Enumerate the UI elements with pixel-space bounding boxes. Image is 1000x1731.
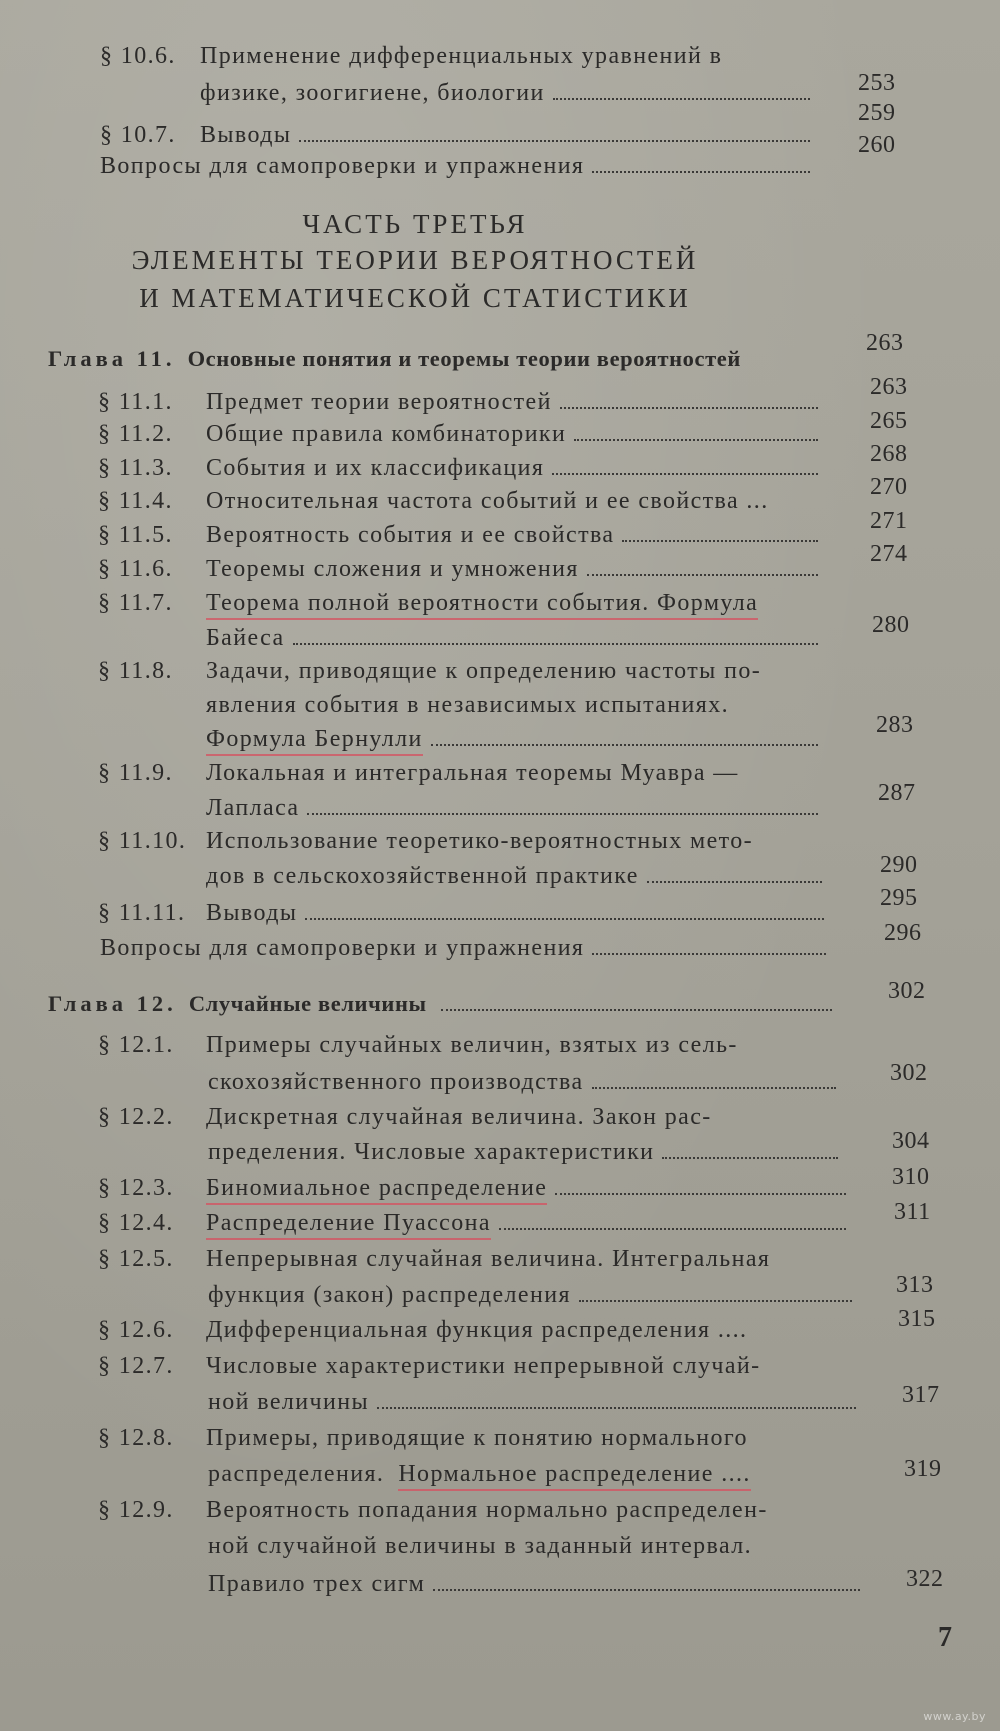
page-ref: 263 bbox=[870, 374, 908, 400]
dot-leader bbox=[592, 940, 826, 955]
page-ref: 274 bbox=[870, 541, 908, 567]
toc-entry: Вопросы для самопроверки и упражнения bbox=[100, 153, 818, 180]
toc-entry-cont: Формула Бернулли bbox=[206, 726, 826, 756]
toc-entry: § 11.7. Теорема полной вероятности события. Формула bbox=[98, 590, 758, 620]
toc-entry-cont: ной случайной величины в заданный интервал. bbox=[208, 1533, 752, 1559]
page-ref: 260 bbox=[858, 132, 896, 158]
page-ref: 290 bbox=[880, 852, 918, 878]
toc-entry: § 12.1. Примеры случайных величин, взятых из сель- bbox=[98, 1032, 738, 1058]
toc-entry-cont: функция (закон) распределения bbox=[208, 1282, 860, 1309]
page-ref: 263 bbox=[866, 330, 904, 356]
part-heading: ЧАСТЬ ТРЕТЬЯ bbox=[302, 209, 528, 239]
toc-entry: Вопросы для самопроверки и упражнения bbox=[100, 935, 834, 962]
toc-entry: § 11.6. Теоремы сложения и умножения bbox=[98, 556, 826, 583]
toc-entry: § 11.1. Предмет теории вероятностей bbox=[98, 389, 826, 416]
dot-leader bbox=[622, 527, 818, 542]
toc-entry: § 12.5. Непрерывная случайная величина. Интегральная bbox=[98, 1246, 771, 1272]
toc-entry-cont: дов в сельскохозяйственной практике bbox=[206, 863, 830, 890]
page-ref: 270 bbox=[870, 474, 908, 500]
dot-leader bbox=[662, 1144, 838, 1159]
toc-entry-cont: Байеса bbox=[206, 625, 826, 652]
page-ref: 259 bbox=[858, 100, 896, 126]
part-title-line: ЭЛЕМЕНТЫ ТЕОРИИ ВЕРОЯТНОСТЕЙ bbox=[131, 245, 699, 275]
page-ref: 283 bbox=[876, 712, 914, 738]
toc-entry: § 10.7. Выводы bbox=[100, 122, 818, 149]
toc-entry: § 11.9. Локальная и интегральная теоремы Муавра — bbox=[98, 760, 739, 786]
toc-entry-cont: распределения. Нормальное распределение .... bbox=[208, 1461, 751, 1491]
page-ref: 304 bbox=[892, 1128, 930, 1154]
toc-entry-cont: скохозяйственного производства bbox=[208, 1069, 844, 1096]
dot-leader bbox=[293, 630, 818, 645]
dot-leader bbox=[560, 394, 818, 409]
dot-leader bbox=[433, 1576, 860, 1591]
dot-leader bbox=[579, 1287, 852, 1302]
chapter-heading: Глава 11. Основные понятия и теоремы теории вероятностей bbox=[48, 346, 741, 371]
dot-leader bbox=[592, 158, 810, 173]
toc-entry: § 12.2. Дискретная случайная величина. Закон рас- bbox=[98, 1104, 712, 1130]
page-ref: 287 bbox=[878, 780, 916, 806]
toc-entry: § 11.4. Относительная частота событий и ее свойства ... bbox=[98, 488, 769, 514]
dot-leader bbox=[307, 800, 818, 815]
toc-entry: § 12.9. Вероятность попадания нормально распределен- bbox=[98, 1497, 768, 1523]
page-ref: 322 bbox=[906, 1566, 944, 1592]
page-ref: 268 bbox=[870, 441, 908, 467]
page-ref: 302 bbox=[888, 978, 926, 1004]
dot-leader bbox=[441, 997, 832, 1011]
dot-leader bbox=[555, 1180, 846, 1195]
page-ref: 313 bbox=[896, 1272, 934, 1298]
toc-entry: § 12.6. Дифференциальная функция распределения .... bbox=[98, 1317, 748, 1343]
toc-entry-cont: ной величины bbox=[208, 1389, 864, 1416]
dot-leader bbox=[305, 905, 824, 920]
toc-entry-cont: явления события в независимых испытаниях. bbox=[206, 692, 730, 718]
page-number: 7 bbox=[938, 1622, 952, 1653]
toc-entry: § 11.5. Вероятность события и ее свойства bbox=[98, 522, 826, 549]
dot-leader bbox=[431, 731, 818, 746]
page-ref: 311 bbox=[894, 1199, 931, 1225]
page-ref: 310 bbox=[892, 1164, 930, 1190]
page-ref: 315 bbox=[898, 1306, 936, 1332]
toc-entry-cont: пределения. Числовые характеристики bbox=[208, 1139, 846, 1166]
page-ref: 271 bbox=[870, 508, 908, 534]
toc-entry: § 12.7. Числовые характеристики непрерывной случай- bbox=[98, 1353, 761, 1379]
chapter-heading: Глава 12. Случайные величины bbox=[48, 991, 840, 1017]
page-ref: 253 bbox=[858, 70, 896, 96]
toc-entry-cont: Правило трех сигм bbox=[208, 1571, 868, 1598]
page-ref: 296 bbox=[884, 920, 922, 946]
toc-entry: § 11.8. Задачи, приводящие к определению частоты по- bbox=[98, 658, 762, 684]
page-ref: 280 bbox=[872, 612, 910, 638]
toc-entry: § 10.6. Применение дифференциальных уравнений в bbox=[100, 43, 723, 69]
watermark: www.ay.by bbox=[923, 1710, 986, 1723]
toc-entry: § 11.2. Общие правила комбинаторики bbox=[98, 421, 826, 448]
page-ref: 295 bbox=[880, 885, 918, 911]
toc-entry: § 11.3. События и их классификация bbox=[98, 455, 826, 482]
part-title-line: И МАТЕМАТИЧЕСКОЙ СТАТИСТИКИ bbox=[139, 283, 691, 313]
page-ref: 319 bbox=[904, 1456, 942, 1482]
dot-leader bbox=[592, 1074, 836, 1089]
toc-entry: § 12.8. Примеры, приводящие к понятию нормального bbox=[98, 1425, 748, 1451]
dot-leader bbox=[299, 127, 810, 142]
dot-leader bbox=[499, 1215, 846, 1230]
dot-leader bbox=[587, 561, 818, 576]
toc-entry-cont: физике, зоогигиене, биологии bbox=[200, 80, 818, 107]
dot-leader bbox=[574, 426, 818, 441]
dot-leader bbox=[377, 1394, 856, 1409]
dot-leader bbox=[552, 460, 818, 475]
toc-entry: § 11.10. Использование теоретико-вероятностных мето- bbox=[98, 828, 754, 854]
dot-leader bbox=[553, 85, 810, 100]
toc-entry: § 11.11. Выводы bbox=[98, 900, 832, 927]
toc-entry: § 12.3. Биномиальное распределение bbox=[98, 1175, 854, 1205]
page-ref: 317 bbox=[902, 1382, 940, 1408]
toc-entry-cont: Лапласа bbox=[206, 795, 826, 822]
page-ref: 265 bbox=[870, 408, 908, 434]
dot-leader bbox=[647, 868, 822, 883]
page-ref: 302 bbox=[890, 1060, 928, 1086]
toc-entry: § 12.4. Распределение Пуассона bbox=[98, 1210, 854, 1240]
